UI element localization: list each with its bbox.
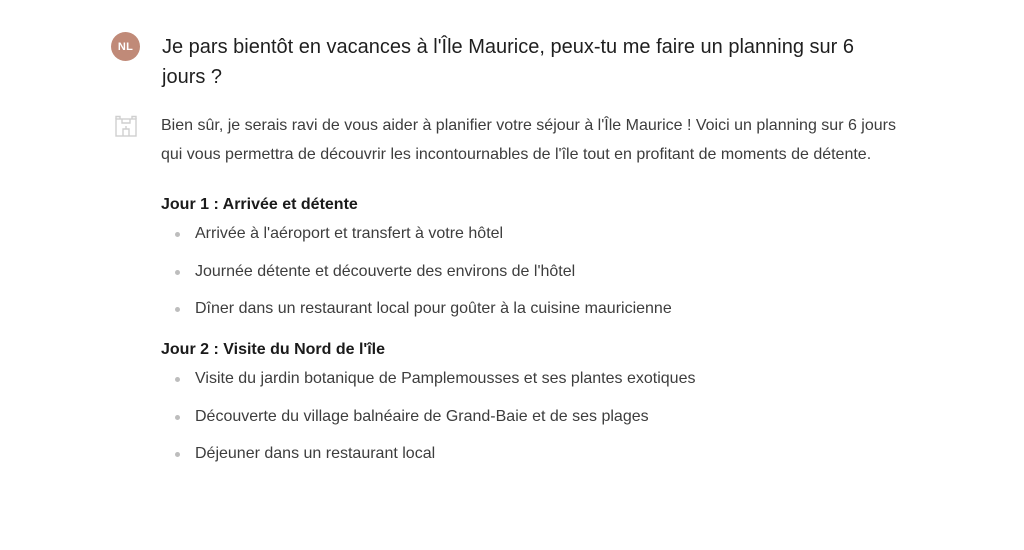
- user-avatar: [111, 32, 140, 61]
- bullet-icon: [175, 452, 180, 457]
- bullet-icon: [175, 415, 180, 420]
- day-2-list: [161, 364, 921, 468]
- list-item-text: Arrivée à l'aéroport et transfert à votre hôtel: [195, 225, 504, 242]
- day-1-heading: Jour 1 : Arrivée et détente: [161, 196, 358, 213]
- list-item-text: Découverte du village balnéaire de Grand-Baie et de ses plages: [195, 407, 649, 425]
- list-item: [161, 294, 921, 323]
- bullet-icon: [175, 270, 180, 275]
- bullet-icon: [175, 232, 180, 237]
- user-initials: NL: [117, 40, 134, 53]
- bullet-icon: [175, 377, 180, 382]
- list-item: [161, 364, 921, 393]
- assistant-logo-icon: [114, 115, 138, 139]
- list-item-text: Visite du jardin botanique de Pamplemousses et ses plantes exotiques: [195, 370, 696, 387]
- bullet-icon: [175, 307, 180, 312]
- day-2-heading: Jour 2 : Visite du Nord de l'île: [161, 341, 385, 358]
- list-item: [161, 219, 921, 248]
- list-item-text: Déjeuner dans un restaurant local: [195, 445, 436, 462]
- list-item: [161, 439, 921, 468]
- day-1-list: [161, 219, 921, 323]
- assistant-intro: Bien sûr, je serais ravi de vous aider à planifier votre séjour à l'Île Maurice ! Voici un planning sur 6 jours qui vous permettra de découvrir les incontournables de l'île tout en profitant de moments de détente.: [161, 117, 896, 163]
- list-item-text: Journée détente et découverte des environs de l'hôtel: [195, 262, 576, 280]
- assistant-message: [161, 111, 921, 477]
- user-message: Je pars bientôt en vacances à l'Île Maurice, peux-tu me faire un planning sur 6 jours ?: [162, 36, 854, 88]
- list-item-text: Dîner dans un restaurant local pour goûter à la cuisine mauricienne: [195, 300, 672, 317]
- list-item: [161, 257, 921, 286]
- list-item: [161, 402, 921, 431]
